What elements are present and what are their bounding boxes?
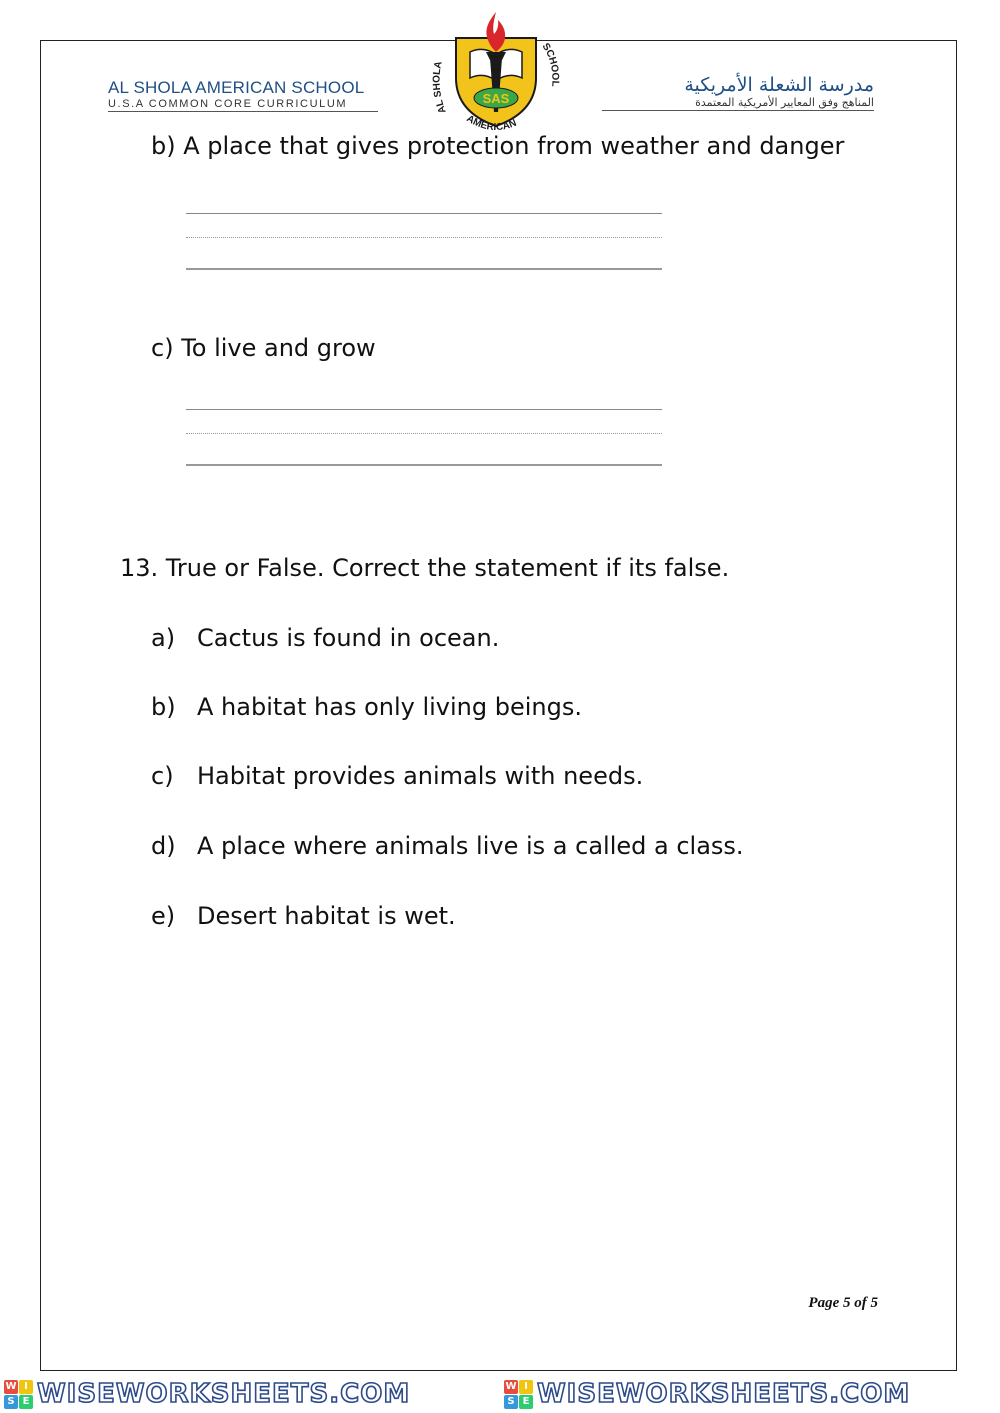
school-logo bbox=[432, 8, 560, 136]
tf-item-text: A habitat has only living beings. bbox=[197, 693, 582, 721]
watermark-left bbox=[4, 1378, 410, 1410]
svg-text:AL SHOLA bbox=[432, 60, 449, 114]
tf-item-letter: e) bbox=[151, 902, 176, 930]
answer-lines-b[interactable] bbox=[186, 213, 662, 273]
tf-item-letter: a) bbox=[151, 624, 176, 652]
answer-line-top bbox=[186, 409, 662, 410]
answer-line-base bbox=[186, 464, 662, 466]
school-name-en: AL SHOLA AMERICAN SCHOOL bbox=[108, 78, 365, 97]
tf-item bbox=[151, 624, 499, 652]
answer-line-mid bbox=[186, 433, 662, 434]
tf-item bbox=[151, 902, 456, 930]
tf-item-letter: b) bbox=[151, 693, 176, 721]
school-name-en-block bbox=[108, 78, 378, 112]
watermark-text: WISEWORKSHEETS.COM bbox=[537, 1379, 911, 1409]
logo-ring-left: AL SHOLA bbox=[432, 60, 449, 115]
watermark-grid-icon: W I S E bbox=[4, 1380, 33, 1409]
tf-item-letter: c) bbox=[151, 762, 174, 790]
curriculum-en: U.S.A COMMON CORE CURRICULUM bbox=[108, 98, 378, 112]
tf-item-text: Desert habitat is wet. bbox=[197, 902, 456, 930]
tf-item bbox=[151, 762, 643, 790]
answer-line-mid bbox=[186, 237, 662, 238]
school-name-ar-block bbox=[602, 74, 874, 111]
question-13-title: 13. True or False. Correct the statement if its false. bbox=[120, 554, 730, 582]
tf-item-text: Habitat provides animals with needs. bbox=[197, 762, 644, 790]
school-name-ar: مدرسة الشعلة الأمريكية bbox=[684, 74, 874, 96]
tf-item bbox=[151, 693, 582, 721]
logo-ring-bottom: AMERICAN bbox=[464, 113, 519, 134]
answer-line-base bbox=[186, 268, 662, 270]
tf-item bbox=[151, 832, 744, 860]
tf-item-text: Cactus is found in ocean. bbox=[197, 624, 500, 652]
tf-item-text: A place where animals live is a called a class. bbox=[197, 832, 744, 860]
logo-letters: SAS bbox=[482, 91, 510, 106]
question-b: b) A place that gives protection from weather and danger bbox=[151, 132, 845, 160]
logo-ring-right: SCHOOL bbox=[539, 41, 560, 87]
curriculum-ar: المناهج وفق المعايير الأمريكية المعتمدة bbox=[602, 96, 874, 111]
watermark-right bbox=[504, 1378, 910, 1410]
answer-line-top bbox=[186, 213, 662, 214]
tf-item-letter: d) bbox=[151, 832, 176, 860]
question-c: c) To live and grow bbox=[151, 334, 376, 362]
watermark-grid-icon: W I S E bbox=[504, 1380, 533, 1409]
svg-text:SCHOOL bbox=[540, 41, 560, 87]
page-number: Page 5 of 5 bbox=[808, 1295, 878, 1311]
answer-lines-c[interactable] bbox=[186, 409, 662, 469]
watermark-text: WISEWORKSHEETS.COM bbox=[37, 1379, 411, 1409]
